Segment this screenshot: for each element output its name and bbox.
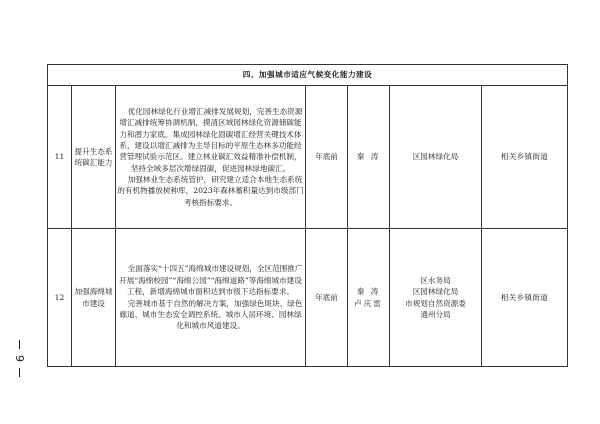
- lead-department: [390, 86, 482, 229]
- table-row: [48, 86, 568, 229]
- page-number: [12, 338, 26, 379]
- cooperating-unit: 相关乡镇街道: [482, 229, 568, 367]
- department-name: 区水务局: [420, 275, 451, 285]
- department-name: 区园林绿化局: [412, 152, 459, 162]
- completion-time: 年底前: [306, 229, 348, 367]
- task-content-paragraph: 全面落实“十四五”海绵城市建设规划，全区范围推广开展“海绵校园”“海绵公园”“海绵道路”等海绵城市建设工程，新增海绵城市面积达到市级下达指标要求。: [119, 264, 303, 297]
- cooperating-unit: 相关乡镇街道: [482, 86, 568, 229]
- task-name: 加强海绵城市建设: [72, 229, 116, 367]
- section-header-row: [48, 65, 568, 86]
- task-content-paragraph: 优化园林绿化行业增汇减排发展规划，完善生态资源增汇减排统筹协调机制，摸清区域园林绿化资源储碳能力和潜力家底。集成园林绿化固碳增汇经营关键技术体系，建设以增汇减排为主导目标的平原生态林多功能经营管理试验示范区。建立林业碳汇效益精准补偿机制，坚持全域多层次增绿固碳，促进园林绿地碳汇。: [119, 106, 303, 173]
- page-number-dash-top: [19, 340, 20, 349]
- department-name: 市规划自然资源委: [405, 298, 466, 308]
- row-number: 12: [48, 229, 72, 367]
- page-number-digit: 9: [12, 355, 26, 362]
- leader-name: 秦 涛: [356, 287, 381, 297]
- department-name: 通州分局: [420, 309, 451, 319]
- lead-department: [390, 229, 482, 367]
- leader-name: 卢庆雷: [354, 298, 383, 308]
- department-name: 区园林绿化局: [412, 287, 459, 297]
- task-content: [116, 229, 306, 367]
- completion-time: 年底前: [306, 86, 348, 229]
- task-content-paragraph: 完善城市基于自然的解决方案，加强绿色斑块、绿色廊道、城市生态安全调控系统、城市人居环境、园林绿化和城市风道建设。: [119, 298, 303, 331]
- table-row: [48, 229, 568, 367]
- leader-name: 秦 涛: [356, 152, 381, 162]
- responsible-leader: [348, 86, 390, 229]
- task-name: 提升生态系统碳汇能力: [72, 86, 116, 229]
- task-content-paragraph: 加强林业生态系统管护，研究建立适合本地生态系统的有机物播放树种库，2023年森林蓄积量达到市级部门考核指标要求。: [117, 175, 304, 207]
- task-content: [116, 86, 306, 229]
- task-table: [47, 64, 568, 367]
- row-number: 11: [48, 86, 72, 229]
- section-title: 四、加强城市适应气候变化能力建设: [48, 65, 568, 86]
- responsible-leader: [348, 229, 390, 367]
- page-number-dash-bottom: [19, 368, 20, 377]
